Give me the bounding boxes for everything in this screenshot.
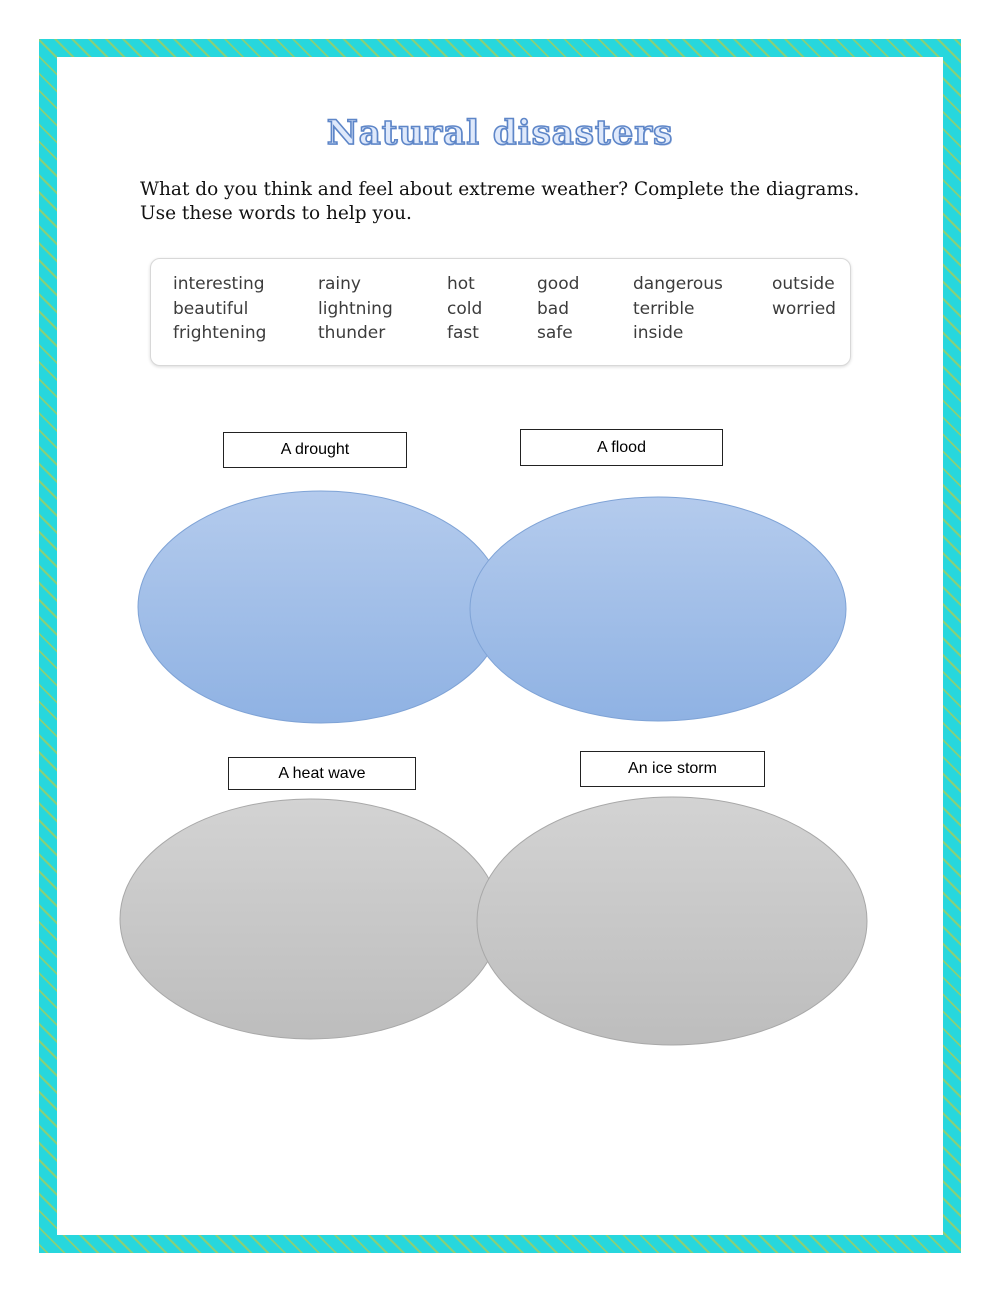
word-bank-word: thunder (318, 323, 386, 343)
word-bank-word: beautiful (173, 299, 249, 319)
word-bank-word: bad (537, 299, 569, 319)
word-bank-word: dangerous (633, 274, 723, 294)
page-title: Natural disasters (326, 113, 674, 153)
word-bank-word: worried (772, 299, 836, 319)
ice-storm-oval[interactable] (477, 797, 867, 1045)
word-bank-word: cold (447, 299, 483, 319)
drought-oval[interactable] (138, 491, 504, 723)
flood-oval[interactable] (470, 497, 846, 721)
word-bank-word: lightning (318, 299, 393, 319)
instructions-line-1: What do you think and feel about extreme weather? Complete the diagrams. (140, 179, 860, 200)
word-bank-word: rainy (318, 274, 361, 294)
instructions-line-2: Use these words to help you. (140, 203, 412, 224)
heat-wave-label: A heat wave (228, 757, 416, 790)
word-bank-word: interesting (173, 274, 265, 294)
drought-label: A drought (223, 432, 407, 468)
word-bank-word: good (537, 274, 580, 294)
flood-label: A flood (520, 429, 723, 466)
word-bank-word: inside (633, 323, 684, 343)
word-bank-word: fast (447, 323, 479, 343)
word-bank-word: safe (537, 323, 573, 343)
heat-wave-oval[interactable] (120, 799, 500, 1039)
ice-storm-label: An ice storm (580, 751, 765, 787)
word-bank-word: frightening (173, 323, 267, 343)
word-bank-word: outside (772, 274, 835, 294)
word-bank-word: terrible (633, 299, 695, 319)
word-bank-word: hot (447, 274, 475, 294)
